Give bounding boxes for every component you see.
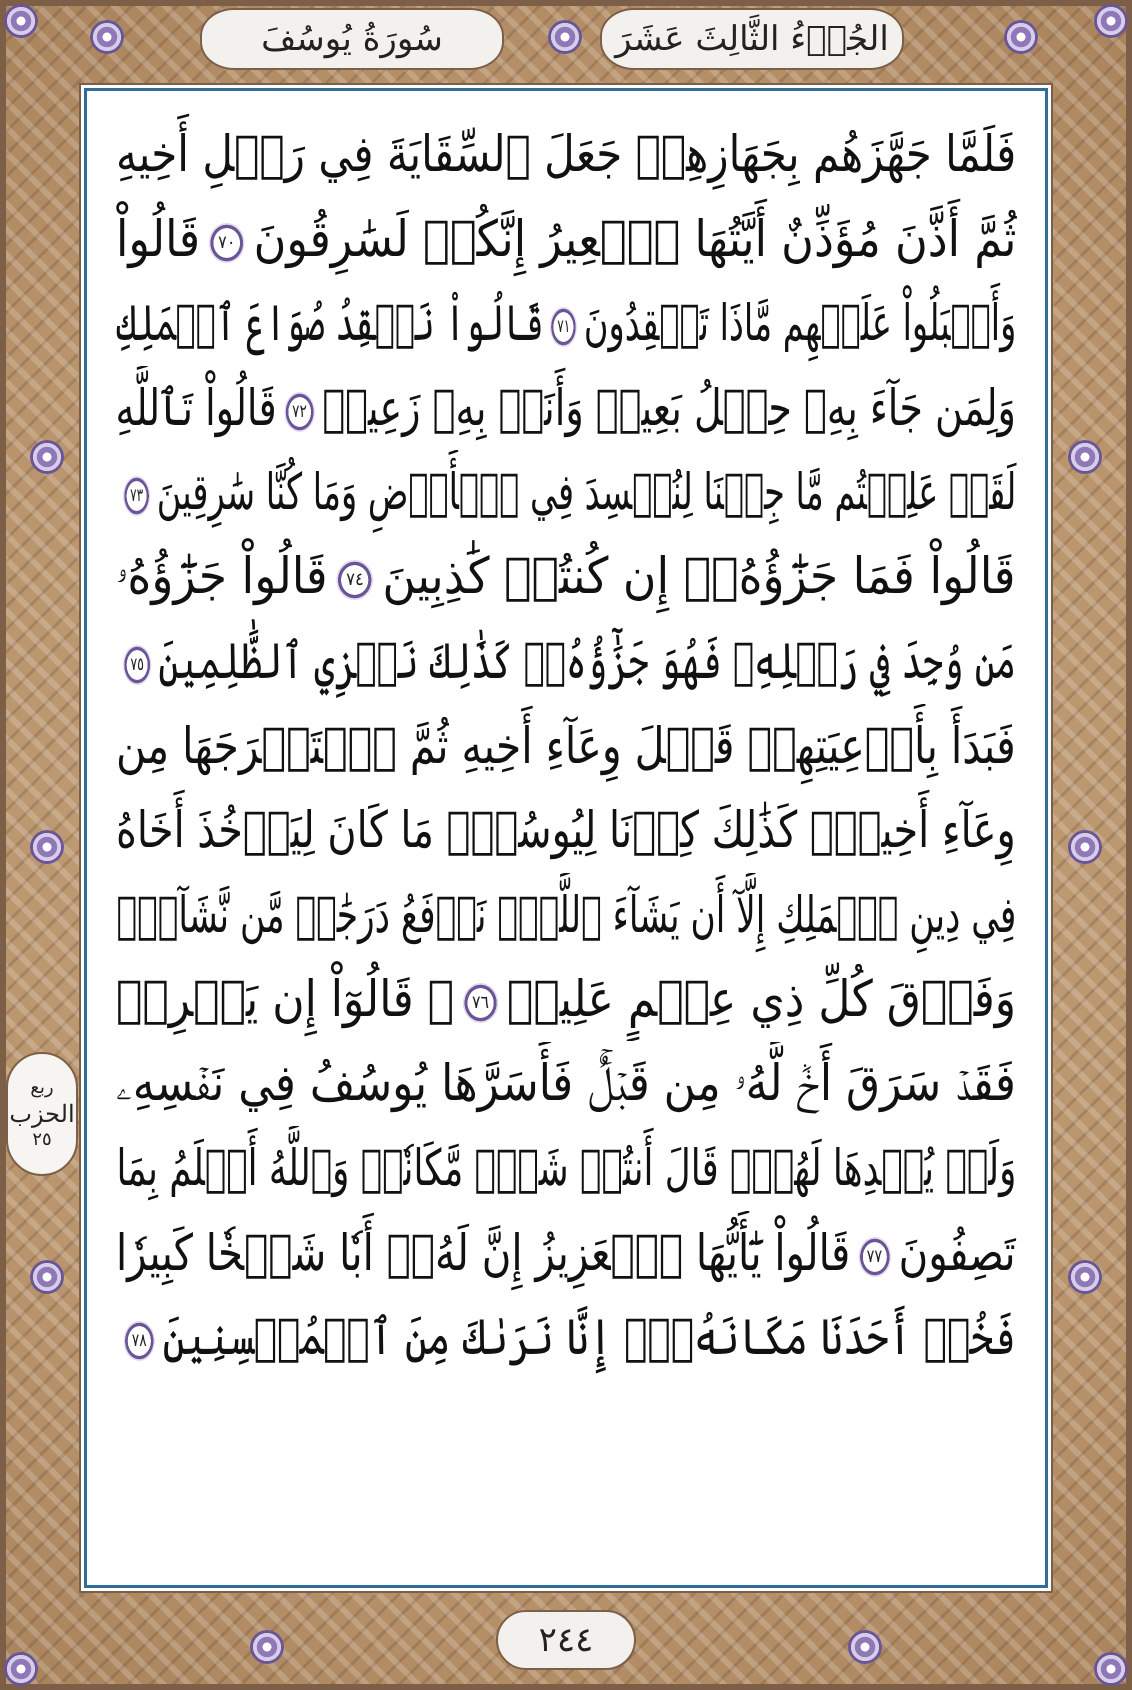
rosette-ornament bbox=[30, 830, 64, 864]
text-line bbox=[84, 704, 1048, 788]
text-line bbox=[84, 281, 1048, 365]
hizb-number: ٢٥ bbox=[32, 1129, 52, 1150]
ayah-number-marker: ٧١ bbox=[550, 307, 577, 347]
text-line bbox=[84, 957, 1048, 1041]
verse-text: فَلَمَّا جَهَّزَهُم بِجَهَازِهِمۡ جَعَلَ ٱلسِّقَايَةَ فِي رَحۡلِ أَخِيهِ bbox=[115, 125, 1017, 183]
verse-text: قَالُواْ نَفۡقِدُ صُوَاعَ ٱلۡمَلِكِ bbox=[116, 294, 544, 352]
verse-text: ۞ قَالُوٓاْ إِن يَسۡرِقۡ bbox=[115, 970, 455, 1028]
verse-text: قَالُواْ bbox=[115, 209, 200, 268]
verse-text: قَالُواْ تَٱللَّهِ bbox=[115, 378, 277, 437]
hizb-marker bbox=[6, 1052, 78, 1176]
text-line bbox=[84, 535, 1048, 619]
rosette-ornament bbox=[1004, 20, 1038, 54]
verse-text: تَصِفُونَ bbox=[898, 1223, 1016, 1282]
rosette-ornament bbox=[1094, 1652, 1128, 1686]
rosette-ornament bbox=[30, 440, 64, 474]
text-line bbox=[84, 873, 1048, 957]
ayah-number-marker: ٧٤ bbox=[337, 560, 374, 600]
hizb-quarter: ربع bbox=[30, 1076, 54, 1098]
text-line bbox=[84, 1211, 1048, 1295]
ayah-number-marker: ٧٨ bbox=[124, 1321, 155, 1361]
rosette-ornament bbox=[4, 4, 38, 38]
text-line bbox=[84, 366, 1048, 450]
verse-text: فَخُذۡ أَحَدَنَا مَكَانَهُۥٓۖ إِنَّا نَرَىٰكَ مِنَ ٱلۡمُحۡسِنِينَ bbox=[162, 1308, 1016, 1366]
rosette-ornament bbox=[250, 1630, 284, 1664]
verse-text: وَأَقۡبَلُواْ عَلَيۡهِم مَّاذَا تَفۡقِدُونَ bbox=[583, 294, 1016, 352]
verse-text: وَلَمۡ يُبۡدِهَا لَهُمۡۚ قَالَ أَنتُمۡ شَرّٞ مَّكَانٗاۖ وَٱللَّهُ أَعۡلَمُ بِمَا bbox=[116, 1139, 1016, 1197]
rosette-ornament bbox=[1094, 4, 1128, 38]
rosette-ornament bbox=[1068, 830, 1102, 864]
text-line bbox=[84, 619, 1048, 703]
verse-text: وَفَوۡقَ كُلِّ ذِي عِلۡمٍ عَلِيمٞ bbox=[506, 970, 1017, 1028]
text-line bbox=[84, 197, 1048, 281]
verse-text: لَقَدۡ عَلِمۡتُم مَّا جِئۡنَا لِنُفۡسِدَ فِي ٱلۡأَرۡضِ وَمَا كُنَّا سَٰرِقِينَ bbox=[156, 463, 1016, 521]
text-line bbox=[84, 1126, 1048, 1210]
page-number: ٢٤٤ bbox=[496, 1610, 636, 1670]
juz-title: الجُزۡءُ الثَّالِثَ عَشَرَ bbox=[600, 8, 904, 70]
text-line bbox=[84, 788, 1048, 872]
verse-text: وِعَآءِ أَخِيهِۚ كَذَٰلِكَ كِدۡنَا لِيُوسُفَۖ مَا كَانَ لِيَأۡخُذَ أَخَاهُ bbox=[116, 801, 1016, 859]
surah-title: سُورَةُ يُوسُفَ bbox=[200, 8, 504, 70]
verse-text: مَن وُجِدَ فِي رَحۡلِهِۦ فَهُوَ جَزَٰٓؤُهُۥۚ كَذَٰلِكَ نَجۡزِي ٱلظَّٰلِمِينَ bbox=[158, 632, 1017, 690]
rosette-ornament bbox=[90, 20, 124, 54]
rosette-ornament bbox=[1068, 1260, 1102, 1294]
rosette-ornament bbox=[548, 20, 582, 54]
text-line bbox=[84, 450, 1048, 534]
hizb-label: الحزب bbox=[9, 1100, 75, 1128]
verse-text: ثُمَّ أَذَّنَ مُؤَذِّنٌ أَيَّتُهَا ٱلۡعِيرُ إِنَّكُمۡ لَسَٰرِقُونَ bbox=[253, 209, 1017, 268]
rosette-ornament bbox=[1068, 440, 1102, 474]
ayah-number-marker: ٧٥ bbox=[123, 645, 151, 685]
verse-text: وَلِمَن جَآءَ بِهِۦ حِمۡلُ بَعِيرٖ وَأَنَا۠ بِهِۦ زَعِيمٞ bbox=[322, 378, 1017, 437]
verse-text: فِي دِينِ ٱلۡمَلِكِ إِلَّآ أَن يَشَآءَ ٱللَّهُۚ نَرۡفَعُ دَرَجَٰتٖ مَّن نَّشَآءُۗ bbox=[116, 885, 1016, 944]
ayah-number-marker: ٧٧ bbox=[858, 1237, 890, 1277]
verse-text: قَالُواْ يَٰٓأَيُّهَا ٱلۡعَزِيزُ إِنَّ لَهُۥٓ أَبٗا شَيۡخٗا كَبِيرٗا bbox=[116, 1223, 851, 1282]
rosette-ornament bbox=[4, 1652, 38, 1686]
ayah-number-marker: ٧٦ bbox=[463, 983, 498, 1023]
verse-text: فَبَدَأَ بِأَوۡعِيَتِهِمۡ قَبۡلَ وِعَآءِ أَخِيهِ ثُمَّ ٱسۡتَخۡرَجَهَا مِن bbox=[116, 716, 1016, 775]
verse-text: قَالُواْ فَمَا جَزَٰٓؤُهُۥٓ إِن كُنتُمۡ كَٰذِبِينَ bbox=[382, 547, 1016, 605]
ayah-number-marker: ٧٢ bbox=[285, 392, 315, 432]
rosette-ornament bbox=[848, 1630, 882, 1664]
text-line bbox=[84, 1042, 1048, 1126]
ayah-number-marker: ٧٣ bbox=[123, 476, 150, 516]
text-line bbox=[84, 112, 1048, 196]
text-line bbox=[84, 1295, 1048, 1379]
verse-text: قَالُواْ جَزَٰٓؤُهُۥ bbox=[116, 547, 328, 605]
rosette-ornament bbox=[30, 1260, 64, 1294]
verse-text: فَقَدۡ سَرَقَ أَخٞ لَّهُۥ مِن قَبۡلُۚ فَأَسَرَّهَا يُوسُفُ فِي نَفۡسِهِۦ bbox=[116, 1054, 1016, 1112]
ayah-number-marker: ٧٠ bbox=[209, 223, 245, 263]
